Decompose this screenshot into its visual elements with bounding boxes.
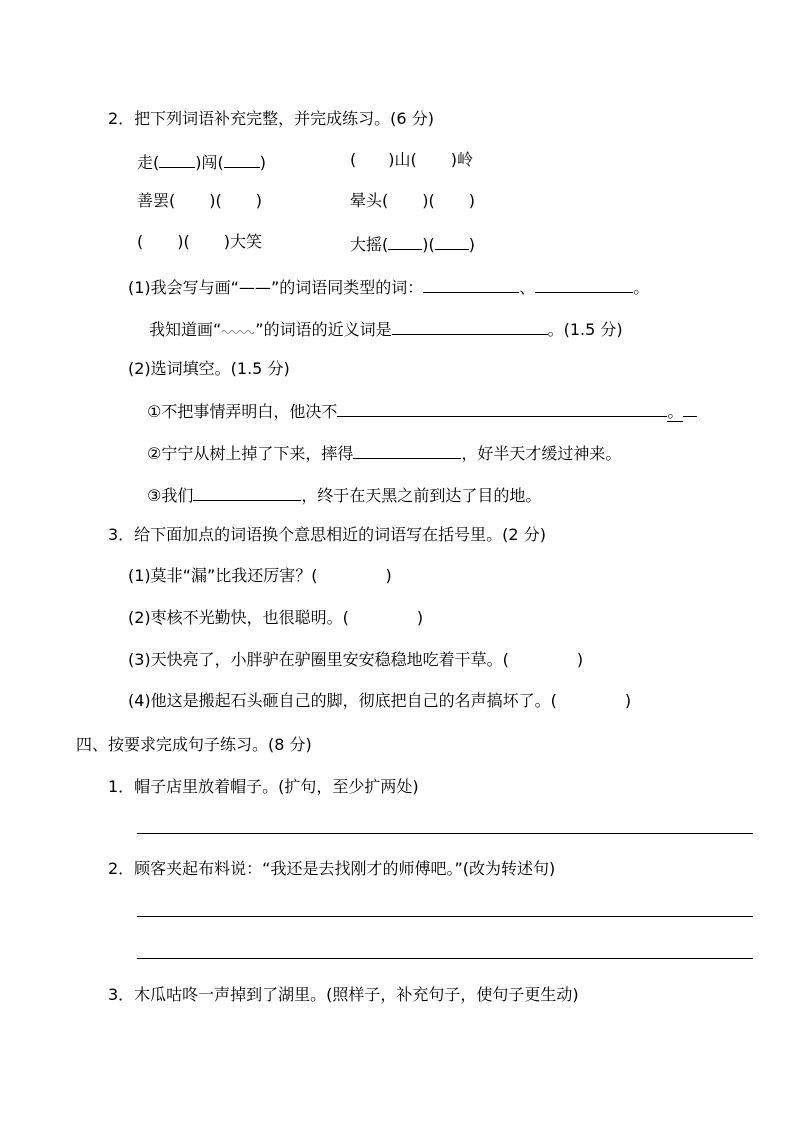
answer-blank [683,398,697,417]
section4-q1-text: 1．帽子店里放着帽子。(扩句，至少扩两处) [108,777,419,796]
q2-row3-left [137,231,262,253]
row1-b-post: )岭 [450,150,473,169]
q3-item-2-pre: (2)枣核不光勤快，也很聪明。( [128,608,349,627]
row2-b-mid: )( [422,191,435,210]
row2-a-mid: )( [209,191,222,210]
row3-a-mid: )( [177,232,190,251]
q3-item-3 [128,649,583,671]
answer-blank[interactable] [193,482,301,501]
q2-sub2-3 [147,482,541,507]
row1-b-pre: ( [350,150,357,169]
q2-title-text: 2．把下列词语补充完整，并完成练习。(6 分) [108,109,434,128]
q2-sub2-title [128,358,290,380]
section4-q3 [108,984,579,1006]
q3-item-4-post: ) [624,691,632,710]
sub2-3-pre: ③我们 [147,486,194,505]
q3-item-1 [128,565,392,587]
q3-item-3-pre: (3)天快亮了，小胖驴在驴圈里安安稳稳地吃着干草。( [128,650,509,669]
section4-q2-text: 2．顾客夹起布料说：“我还是去找刚才的师傅吧。”(改为转述句) [108,859,556,878]
sub1-b-mid: ”的词语的近义词是 [255,320,392,339]
sub2-title-text: (2)选词填空。(1.5 分) [128,359,290,378]
q3-title-text: 3．给下面加点的词语换个意思相近的词语写在括号里。(2 分) [108,525,546,544]
q3-item-2 [128,607,423,629]
q2-row2-right [350,190,475,212]
q2-row1-right [350,149,473,171]
row1-b-mid: )山( [388,150,417,169]
sub1-b-end: 。(1.5 分) [547,320,623,339]
sub2-2-pre: ②宁宁从树上掉了下来，摔得 [147,444,354,463]
q3-item-1-post: ) [385,566,392,585]
q2-row1-left [137,149,266,174]
q3-title [108,524,546,546]
sub2-1-pre: ①不把事情弄明白，他决不 [147,402,338,421]
row3-b-pre: 大摇( [350,235,389,254]
answer-blank[interactable] [423,274,519,293]
sub1-a-end: 。 [633,278,650,297]
answer-blank[interactable] [337,398,667,417]
q2-sub1-b [149,316,623,341]
blank[interactable] [224,149,260,168]
blank[interactable] [159,149,195,168]
sub2-1-end: 。 [667,402,684,421]
row1-a-post: ) [259,153,266,172]
section4-q1 [108,776,419,798]
row3-a-post: )大笑 [223,232,262,251]
answer-blank[interactable] [353,440,461,459]
q2-sub2-2 [147,440,621,465]
answer-line[interactable] [137,916,753,917]
answer-blank[interactable] [392,316,548,335]
row1-a-mid: )闯( [195,153,224,172]
wavy-underline-icon [221,324,255,336]
q3-item-4 [128,690,631,712]
section4-title-text: 四、按要求完成句子练习。(8 分) [76,735,312,754]
sub1-a-sep: 、 [519,278,536,297]
row2-a-post: ) [255,191,262,210]
row1-a-pre: 走( [137,153,160,172]
blank[interactable] [388,231,422,250]
row2-b-post: ) [468,191,475,210]
sub2-3-end: ，终于在天黑之前到达了目的地。 [301,486,542,505]
section4-q2 [108,858,555,880]
sub2-2-end: ，好半天才缓过神来。 [461,444,622,463]
section4-title [76,734,312,756]
sub1-a-pre: (1)我会写与画“——”的词语同类型的词： [128,278,424,297]
row3-b-mid: )( [422,235,435,254]
answer-blank[interactable] [535,274,633,293]
q3-item-4-pre: (4)他这是搬起石头砸自己的脚，彻底把自己的名声搞坏了。( [128,691,557,710]
row2-a-pre: 善罢( [137,191,176,210]
row2-b-pre: 晕头( [350,191,389,210]
answer-line[interactable] [137,833,753,834]
answer-line[interactable] [137,958,753,959]
row3-b-post: ) [468,235,475,254]
q2-row2-left [137,190,262,212]
q3-item-2-post: ) [416,608,424,627]
blank[interactable] [435,231,469,250]
q2-row3-right [350,231,475,256]
section4-q3-text: 3．木瓜咕咚一声掉到了湖里。(照样子，补充句子，使句子更生动) [108,985,579,1004]
q2-title [108,108,434,130]
q2-sub2-1 [147,398,697,423]
q3-item-1-pre: (1)莫非“漏”比我还厉害？( [128,566,318,585]
sub1-b-pre: 我知道画“ [149,320,222,339]
q2-sub1-a [128,274,649,299]
q3-item-3-post: ) [576,650,584,669]
row3-a-pre: ( [137,232,144,251]
